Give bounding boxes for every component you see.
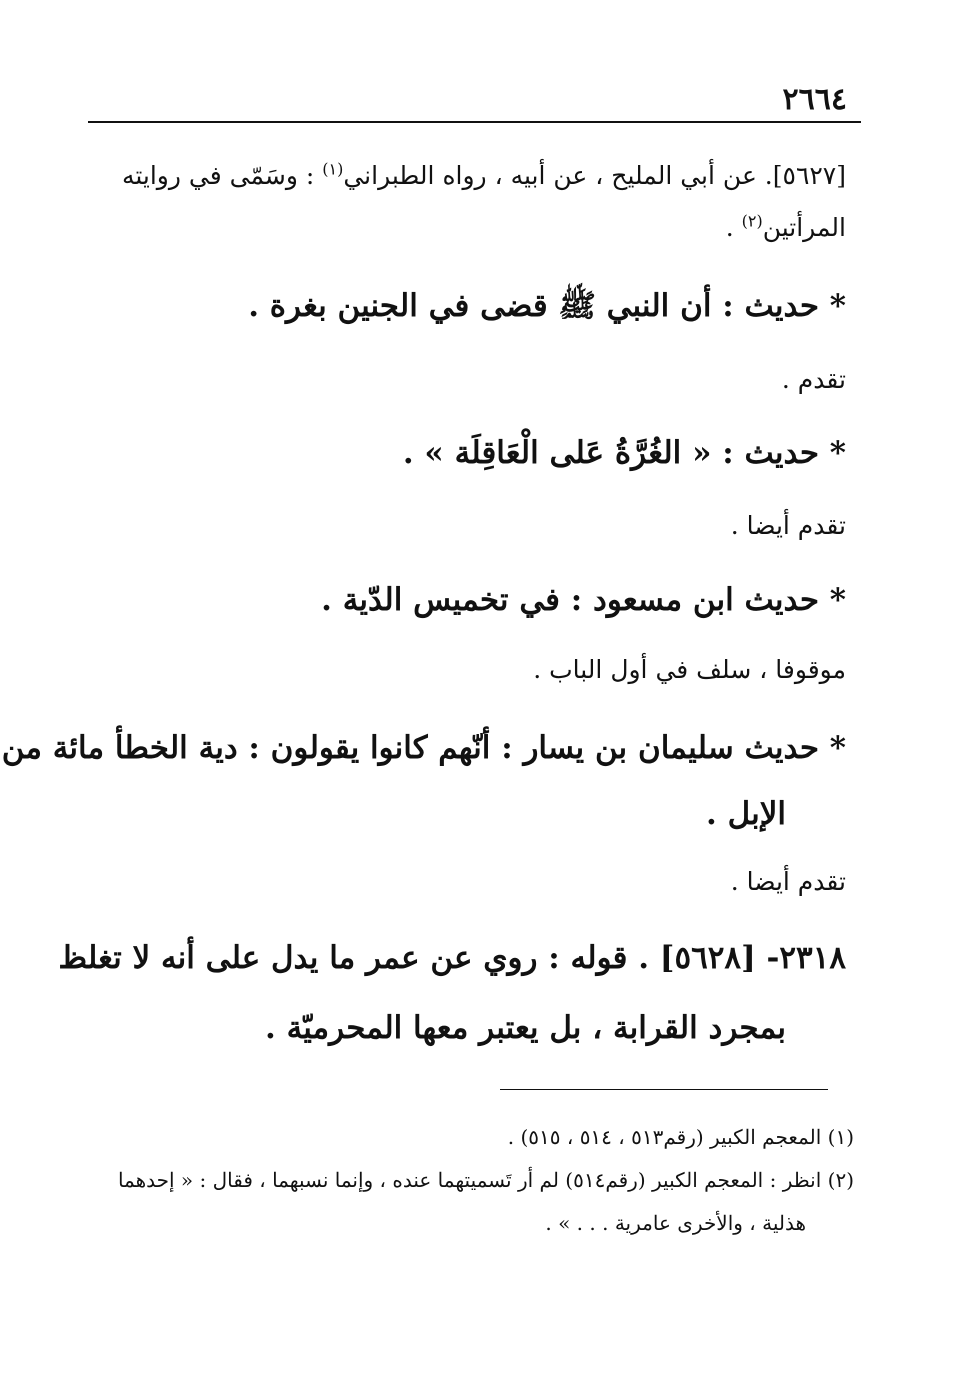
entry-5627-line-2-text: المرأتين (762, 213, 846, 242)
footnote-1 (508, 1117, 854, 1157)
hadith-1-heading: * حديث : أن النبي ﷺ قضى في الجنين بغرة . (248, 288, 846, 324)
entry-2318-line-1: ٢٣١٨- [٥٦٢٨] . قوله : روي عن عمر ما يدل على أنه لا تغلظ (58, 940, 846, 976)
entry-5627-line-1 (122, 152, 846, 200)
footnote-2-number: (٢) (827, 1168, 854, 1192)
hadith-1-note: تقدم . (781, 365, 846, 394)
header-rule (88, 121, 861, 123)
entry-2318-line-2: بمجرد القرابة ، بل يعتبر معها المحرميّة . (265, 1010, 786, 1046)
hadith-3-heading: * حديث ابن مسعود : في تخميس الدّية . (321, 582, 846, 618)
hadith-4-heading-line-2: الإبل . (706, 796, 786, 832)
entry-5627-tail: : وسَمّى في روايته (121, 161, 323, 190)
footnote-rule (500, 1089, 828, 1090)
hadith-3-note: موقوفا ، سلف في أول الباب . (533, 655, 846, 684)
hadith-4-heading-line-1: * حديث سليمان بن يسار : أنّهم كانوا يقولون : دية الخطأ مائة من (1, 730, 846, 766)
footnote-1-number: (١) (827, 1125, 854, 1149)
hadith-2-note: تقدم أيضا . (730, 511, 846, 540)
hadith-2-heading: * حديث : « الغُرَّةُ عَلى الْعَاقِلَة » . (402, 435, 846, 471)
entry-5627-text: [٥٦٢٧]. عن أبي المليح ، عن أبيه ، رواه الطبراني (343, 161, 846, 190)
footnote-2-line-2: هذلية ، والأخرى عامرية . . . » . (545, 1211, 806, 1235)
page-number: ٢٦٦٤ (782, 82, 847, 117)
footnote-2-text: انظر : المعجم الكبير (رقم٥١٤) لم أر تَسميتهما عنده ، وإنما نسبهما ، فقال : « إحدهما (117, 1168, 822, 1192)
entry-5627-line-2-tail: . (725, 213, 742, 242)
hadith-4-note: تقدم أيضا . (730, 867, 846, 896)
entry-5627-line-2 (726, 204, 846, 252)
footnote-2-line-1 (118, 1160, 854, 1200)
footnote-ref-1[interactable]: (١) (322, 159, 344, 179)
footnote-1-text: المعجم الكبير (رقم٥١٣ ، ٥١٤ ، ٥١٥) . (507, 1125, 822, 1149)
footnote-ref-2[interactable]: (٢) (741, 211, 763, 231)
